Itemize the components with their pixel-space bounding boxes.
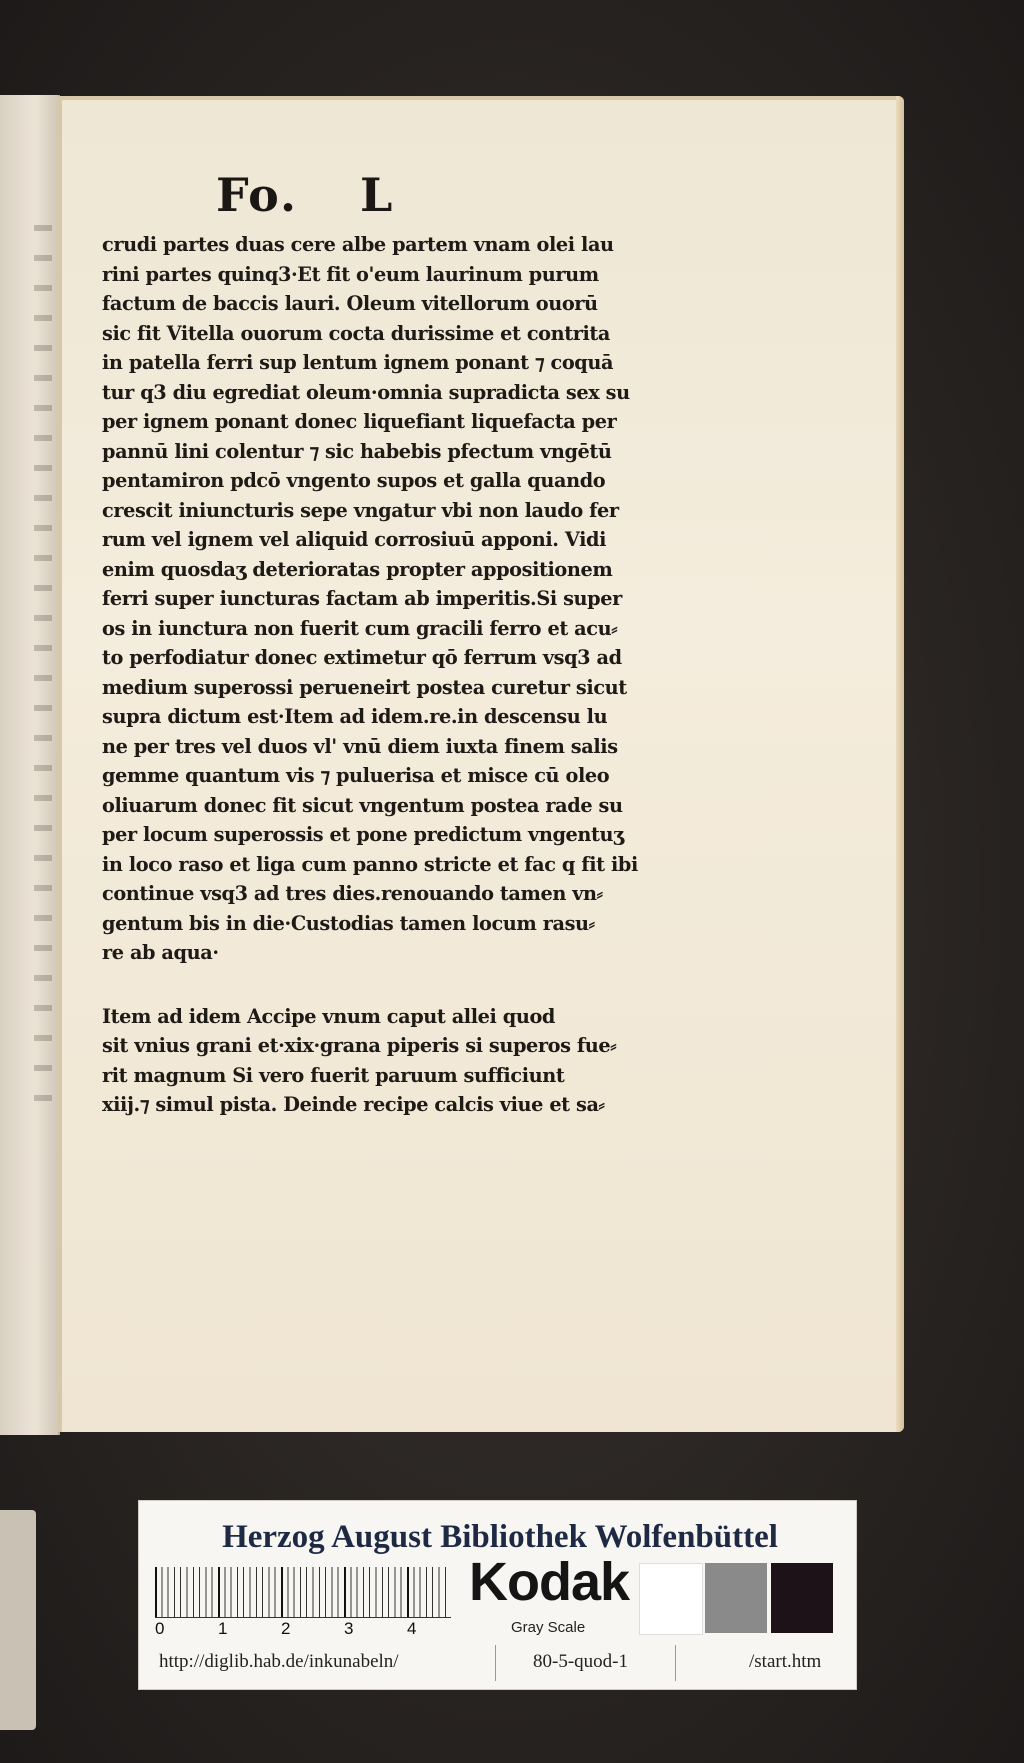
facing-page-edge bbox=[0, 95, 60, 1435]
gray-scale-label: Gray Scale bbox=[511, 1619, 586, 1636]
catalog-url-row bbox=[155, 1651, 845, 1677]
ruler-label: 3 bbox=[344, 1619, 354, 1638]
color-target-card bbox=[138, 1500, 857, 1690]
text-line: rum vel ignem vel aliquid corrosiuū apponi. Vidi bbox=[102, 528, 607, 551]
text-line: Item ad idem Accipe vnum caput allei quod bbox=[102, 1004, 556, 1028]
text-line: rit magnum Si vero fuerit paruum sufficiunt bbox=[102, 1063, 565, 1087]
text-line: medium superossi perueneirt postea curetur sicut bbox=[102, 675, 627, 699]
text-line: in loco raso et liga cum panno stricte et fac q fit ibi bbox=[102, 852, 638, 876]
text-line: oliuarum donec fit sicut vngentum postea rade su bbox=[102, 793, 623, 817]
text-line: re ab aqua· bbox=[102, 941, 219, 964]
text-line: enim quosdaʒ deterioratas propter appositionem bbox=[102, 557, 613, 581]
text-line: in patella ferri sup lentum ignem ponant ⁊ coquā bbox=[102, 351, 614, 374]
divider bbox=[495, 1645, 496, 1681]
text-line: pannū lini colentur ⁊ sic habebis pfectum vngētū bbox=[102, 439, 612, 463]
white-swatch bbox=[639, 1563, 703, 1635]
text-line: sit vnius grani et·xix·grana piperis si superos fue⸗ bbox=[102, 1034, 617, 1057]
measurement-ruler bbox=[155, 1567, 451, 1618]
page-edge bbox=[896, 96, 904, 1432]
text-line: os in iunctura non fuerit cum gracili ferro et acu⸗ bbox=[102, 616, 618, 640]
text-line: crescit iniuncturis sepe vngatur vbi non laudo fer bbox=[102, 498, 619, 522]
start-link[interactable]: /start.htm bbox=[749, 1651, 822, 1672]
ruler-label: 2 bbox=[281, 1619, 291, 1638]
paragraph-gap bbox=[102, 968, 698, 1002]
text-line: factum de baccis lauri. Oleum vitellorum ouorū bbox=[102, 292, 598, 315]
text-line: crudi partes duas cere albe partem vnam olei lau bbox=[102, 233, 614, 256]
ruler-labels bbox=[155, 1619, 455, 1641]
text-line: xiij.⁊ simul pista. Deinde recipe calcis viue et sa⸗ bbox=[102, 1093, 605, 1116]
text-line: ferri super iuncturas factam ab imperitis.Si super bbox=[102, 587, 622, 610]
text-line: tur q3 diu egrediat oleum·omnia supradicta sex su bbox=[102, 380, 630, 404]
manuscript-page bbox=[58, 96, 904, 1432]
black-swatch bbox=[771, 1563, 833, 1633]
kodak-logo: Kodak bbox=[469, 1552, 630, 1612]
text-line: gemme quantum vis ⁊ puluerisa et misce cū oleo bbox=[102, 764, 610, 787]
text-line: per locum superossis et pone predictum vngentuʒ bbox=[102, 823, 624, 846]
book-binding-stub bbox=[0, 1510, 36, 1730]
gray-swatch bbox=[705, 1563, 767, 1633]
ruler-label: 0 bbox=[155, 1619, 165, 1638]
folio-number: L bbox=[360, 168, 395, 222]
text-line: gentum bis in die·Custodias tamen locum rasu⸗ bbox=[102, 911, 595, 935]
ruler-label: 1 bbox=[218, 1619, 228, 1638]
facing-page-text-fragments bbox=[34, 225, 52, 1105]
text-line: ne per tres vel duos vl' vnū diem iuxta finem salis bbox=[102, 734, 618, 758]
catalog-url[interactable]: http://diglib.hab.de/inkunabeln/ bbox=[159, 1651, 399, 1672]
text-line: to perfodiatur donec extimetur qō ferrum vsq3 ad bbox=[102, 646, 622, 669]
ruler-major-ticks bbox=[155, 1567, 451, 1617]
text-line: rini partes quinq3·Et fit o'eum laurinum purum bbox=[102, 262, 599, 286]
ruler-label: 4 bbox=[407, 1619, 417, 1638]
text-line: per ignem ponant donec liquefiant liquefacta per bbox=[102, 410, 617, 433]
incunable-text bbox=[102, 230, 698, 1120]
text-line: continue vsq3 ad tres dies.renouando tamen vn⸗ bbox=[102, 882, 603, 905]
folio-label: Fo. bbox=[216, 168, 299, 222]
shelfmark: 80-5-quod-1 bbox=[533, 1651, 628, 1672]
library-title: Herzog August Bibliothek Wolfenbüttel bbox=[222, 1519, 778, 1555]
text-line: pentamiron pdcō vngento supos et galla quando bbox=[102, 469, 606, 492]
folio-heading bbox=[216, 168, 394, 222]
text-line: sic fit Vitella ouorum cocta durissime et contrita bbox=[102, 321, 611, 345]
text-line: supra dictum est·Item ad idem.re.in descensu lu bbox=[102, 705, 608, 728]
divider bbox=[675, 1645, 676, 1681]
